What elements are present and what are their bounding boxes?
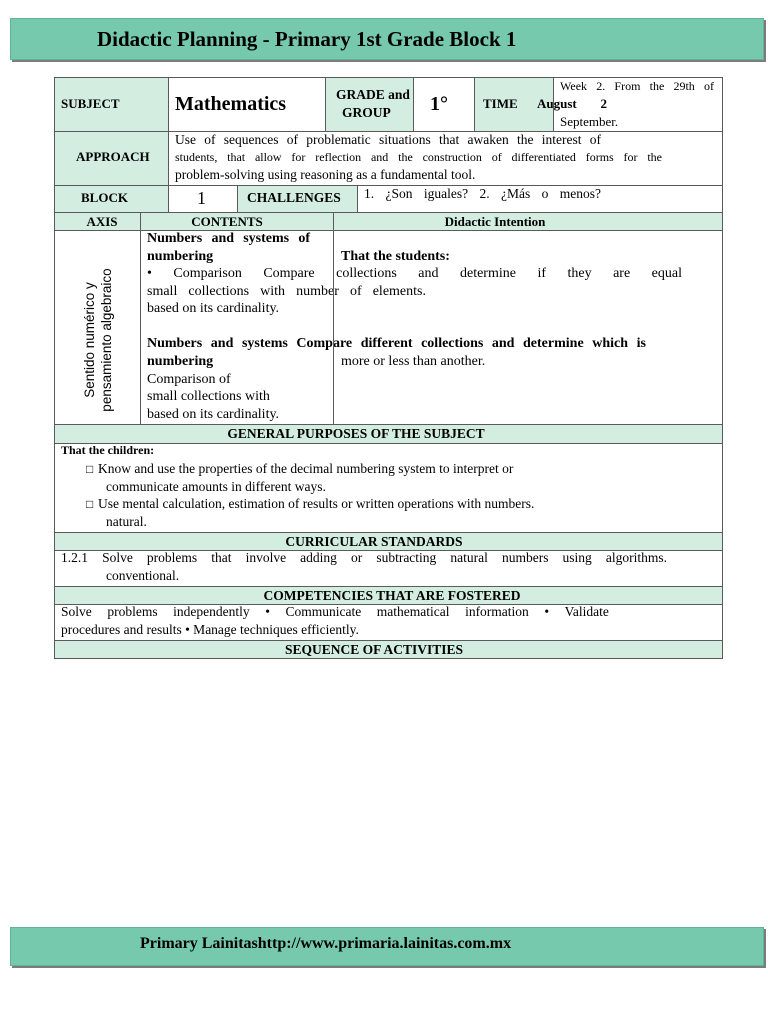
purposes-title: GENERAL PURPOSES OF THE SUBJECT xyxy=(227,426,485,441)
competencies-line1: Solve problems independently • Communicate mathematical information • Validate xyxy=(61,604,609,619)
contents-line10: based on its cardinality. xyxy=(147,407,280,422)
contents-line8: Comparison of xyxy=(147,372,231,387)
standards-line1: 1.2.1 Solve problems that involve adding or subtracting natural numbers using algorithms. xyxy=(61,550,667,565)
subject-value-cell xyxy=(168,77,326,132)
subject-label: SUBJECT xyxy=(61,96,120,111)
approach-value-cell xyxy=(168,131,723,186)
contents-line4: small collections with number of elements. xyxy=(147,284,426,299)
footer-text: Primary Lainitashttp://www.primaria.lainitas.com.mx xyxy=(140,935,512,952)
axis-header-cell xyxy=(54,212,141,231)
standards-header-cell xyxy=(54,532,723,551)
subject-label-cell xyxy=(54,77,169,132)
grade-value-cell xyxy=(413,77,475,132)
page-title: Didactic Planning - Primary 1st Grade Block 1 xyxy=(97,27,517,51)
purpose-bullet-icon: □ xyxy=(86,497,94,511)
challenges-label: CHALLENGES xyxy=(247,190,341,205)
contents-line1: Numbers and systems of xyxy=(147,231,310,246)
sequence-title: SEQUENCE OF ACTIVITIES xyxy=(284,642,464,657)
standards-title: CURRICULAR STANDARDS xyxy=(285,534,463,549)
contents-header: CONTENTS xyxy=(191,214,263,229)
challenges-label-cell xyxy=(237,185,358,213)
competencies-body-cell xyxy=(54,604,723,641)
axis-line2: pensamiento algebraico xyxy=(99,268,114,412)
intention-cell xyxy=(333,230,723,425)
contents-line5: based on its cardinality. xyxy=(147,301,280,316)
axis-text xyxy=(81,250,115,430)
approach-line3: problem-solving using reasoning as a fundamental tool. xyxy=(175,167,476,182)
block-label: BLOCK xyxy=(81,190,128,205)
standards-body-cell xyxy=(54,550,723,587)
purpose-item2-line2: natural. xyxy=(106,514,147,529)
block-value-cell xyxy=(168,185,238,213)
purpose-bullet-icon: □ xyxy=(86,462,94,476)
approach-label: APPROACH xyxy=(76,149,150,164)
time-label: TIME xyxy=(483,96,518,111)
standards-line2: conventional. xyxy=(106,568,180,583)
time-value-line3: September. xyxy=(560,114,619,129)
subject-value: Mathematics xyxy=(175,93,287,115)
time-value-line2: August 2 xyxy=(537,96,607,111)
approach-label-cell xyxy=(54,131,169,186)
grade-value: 1° xyxy=(430,93,448,115)
contents-line6: Numbers and systems Compare different collections and determine which is xyxy=(147,336,646,351)
time-value-cell xyxy=(537,77,723,132)
axis-header: AXIS xyxy=(86,214,118,229)
header-banner xyxy=(10,18,764,60)
competencies-line2: procedures and results • Manage techniques efficiently. xyxy=(61,622,359,637)
contents-line3: • Comparison Compare collections and determine if they are equal xyxy=(147,266,682,281)
purpose-item1-line2: communicate amounts in different ways. xyxy=(106,479,326,494)
planning-table xyxy=(54,77,723,659)
competencies-title: COMPETENCIES THAT ARE FOSTERED xyxy=(263,588,521,603)
intention-continuation: more or less than another. xyxy=(341,354,486,369)
grade-label-line2: GROUP xyxy=(342,105,391,120)
purposes-intro: That the children: xyxy=(61,443,155,457)
purpose-item1-line1: Know and use the properties of the decimal numbering system to interpret or xyxy=(98,461,514,476)
contents-line9: small collections with xyxy=(147,389,270,404)
footer-banner xyxy=(10,927,764,966)
sequence-header-cell xyxy=(54,640,723,659)
grade-label-line1: GRADE and xyxy=(336,87,410,102)
contents-line2: numbering xyxy=(147,249,214,264)
grade-label-cell xyxy=(325,77,414,132)
purposes-header-cell xyxy=(54,424,723,444)
purpose-item2-line1: Use mental calculation, estimation of results or written operations with numbers. xyxy=(98,496,535,511)
competencies-header-cell xyxy=(54,586,723,605)
contents-header-cell xyxy=(140,212,334,231)
purposes-body-cell xyxy=(54,443,723,533)
intention-header-cell xyxy=(333,212,723,231)
approach-line1: Use of sequences of problematic situations that awaken the interest of xyxy=(175,132,601,147)
block-value: 1 xyxy=(197,188,206,208)
block-label-cell xyxy=(54,185,169,213)
contents-line7: numbering xyxy=(147,354,214,369)
axis-line1: Sentido numérico y xyxy=(82,282,97,398)
axis-cell xyxy=(54,230,141,425)
challenges-value-cell xyxy=(357,185,723,213)
intention-header: Didactic Intention xyxy=(444,214,546,229)
intention-heading: That the students: xyxy=(341,249,450,264)
time-value-line1: Week 2. From the 29th of xyxy=(560,79,714,93)
approach-line2: students, that allow for reflection and the construction of differentiated forms for the xyxy=(175,150,662,164)
challenges-value: 1. ¿Son iguales? 2. ¿Más o menos? xyxy=(364,186,601,201)
